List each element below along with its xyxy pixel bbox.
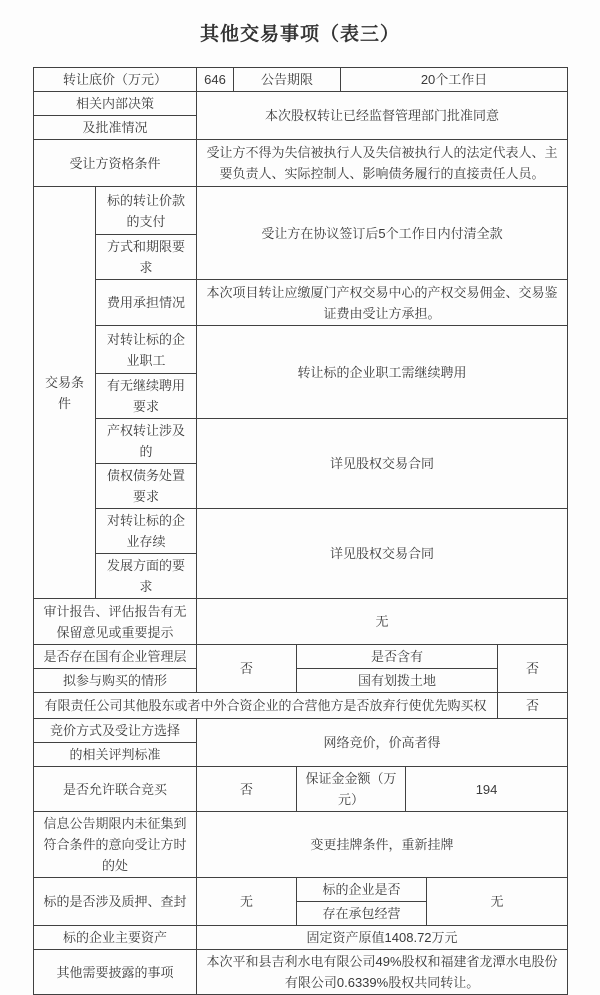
land-value: 否 — [498, 645, 568, 693]
land-label-1: 是否含有 — [297, 645, 498, 669]
joint-bid-value: 否 — [197, 767, 297, 812]
audit-label: 审计报告、评估报告有无保留意见或重要提示 — [34, 599, 197, 645]
deposit-value: 194 — [406, 767, 568, 812]
row-fees — [34, 280, 568, 326]
internal-decision-label-2: 及批准情况 — [34, 116, 197, 140]
row-employees-1 — [34, 326, 568, 374]
internal-decision-value: 本次股权转让已经监督管理部门批准同意 — [197, 92, 568, 140]
employees-label-2: 有无继续聘用要求 — [96, 374, 197, 419]
management-value: 否 — [197, 645, 297, 693]
row-assets — [34, 926, 568, 950]
debts-label-2: 债权债务处置要求 — [96, 464, 197, 509]
fees-value: 本次项目转让应缴厦门产权交易中心的产权交易佣金、交易鉴证费由受让方承担。 — [197, 280, 568, 326]
bidding-value: 网络竞价，价高者得 — [197, 719, 568, 767]
document-page — [0, 19, 600, 995]
land-label-2: 国有划拨土地 — [297, 669, 498, 693]
joint-bid-label: 是否允许联合竞买 — [34, 767, 197, 812]
row-management-1 — [34, 645, 568, 669]
debts-label-1: 产权转让涉及的 — [96, 419, 197, 464]
row-qualification — [34, 140, 568, 187]
row-bidding-1 — [34, 719, 568, 743]
deposit-label: 保证金金额（万元） — [297, 767, 406, 812]
continuity-label-2: 发展方面的要求 — [96, 554, 197, 599]
transaction-table — [33, 67, 568, 995]
notice-period-label: 公告期限 — [234, 68, 341, 92]
qualification-label: 受让方资格条件 — [34, 140, 197, 187]
base-price-label: 转让底价（万元） — [34, 68, 197, 92]
row-disclosure — [34, 950, 568, 995]
no-transferee-value: 变更挂牌条件，重新挂牌 — [197, 812, 568, 878]
internal-decision-label-1: 相关内部决策 — [34, 92, 197, 116]
payment-value: 受让方在协议签订后5个工作日内付清全款 — [197, 187, 568, 280]
fees-label: 费用承担情况 — [96, 280, 197, 326]
pledge-value: 无 — [197, 878, 297, 926]
row-base-price — [34, 68, 568, 92]
row-continuity-1 — [34, 509, 568, 554]
row-audit — [34, 599, 568, 645]
continuity-label-1: 对转让标的企业存续 — [96, 509, 197, 554]
row-preemptive — [34, 693, 568, 719]
payment-label-2: 方式和期限要求 — [96, 235, 197, 280]
management-label-1: 是否存在国有企业管理层 — [34, 645, 197, 669]
row-joint-bid — [34, 767, 568, 812]
employees-label-1: 对转让标的企业职工 — [96, 326, 197, 374]
page-title: 其他交易事项（表三） — [199, 24, 400, 45]
row-payment-1 — [34, 187, 568, 235]
qualification-value: 受让方不得为失信被执行人及失信被执行人的法定代表人、主要负责人、实际控制人、影响债务履行的直接责任人员。 — [197, 140, 568, 187]
disclosure-label: 其他需要披露的事项 — [34, 950, 197, 995]
assets-label: 标的企业主要资产 — [34, 926, 197, 950]
contract-label-2: 存在承包经营 — [297, 902, 427, 926]
contract-label-1: 标的企业是否 — [297, 878, 427, 902]
disclosure-value: 本次平和县吉利水电有限公司49%股权和福建省龙潭水电股份有限公司0.6339%股权共同转让。 — [197, 950, 568, 995]
conditions-group-label: 交易条件 — [34, 187, 96, 599]
continuity-value: 详见股权交易合同 — [197, 509, 568, 599]
row-management-2 — [34, 669, 568, 693]
no-transferee-label: 信息公告期限内未征集到符合条件的意向受让方时的处 — [34, 812, 197, 878]
debts-value: 详见股权交易合同 — [197, 419, 568, 509]
bidding-label-1: 竞价方式及受让方选择 — [34, 719, 197, 743]
row-internal-decision-1 — [34, 92, 568, 116]
payment-label-1: 标的转让价款的支付 — [96, 187, 197, 235]
assets-value: 固定资产原值1408.72万元 — [197, 926, 568, 950]
employees-value: 转让标的企业职工需继续聘用 — [197, 326, 568, 419]
preemptive-value: 否 — [498, 693, 568, 719]
management-label-2: 拟参与购买的情形 — [34, 669, 197, 693]
pledge-label: 标的是否涉及质押、查封 — [34, 878, 197, 926]
notice-period-value: 20个工作日 — [341, 68, 568, 92]
preemptive-label: 有限责任公司其他股东或者中外合资企业的合营他方是否放弃行使优先购买权 — [34, 693, 498, 719]
contract-value: 无 — [427, 878, 568, 926]
base-price-value: 646 — [197, 68, 234, 92]
bidding-label-2: 的相关评判标准 — [34, 743, 197, 767]
audit-value: 无 — [197, 599, 568, 645]
row-no-transferee — [34, 812, 568, 878]
row-debts-1 — [34, 419, 568, 464]
